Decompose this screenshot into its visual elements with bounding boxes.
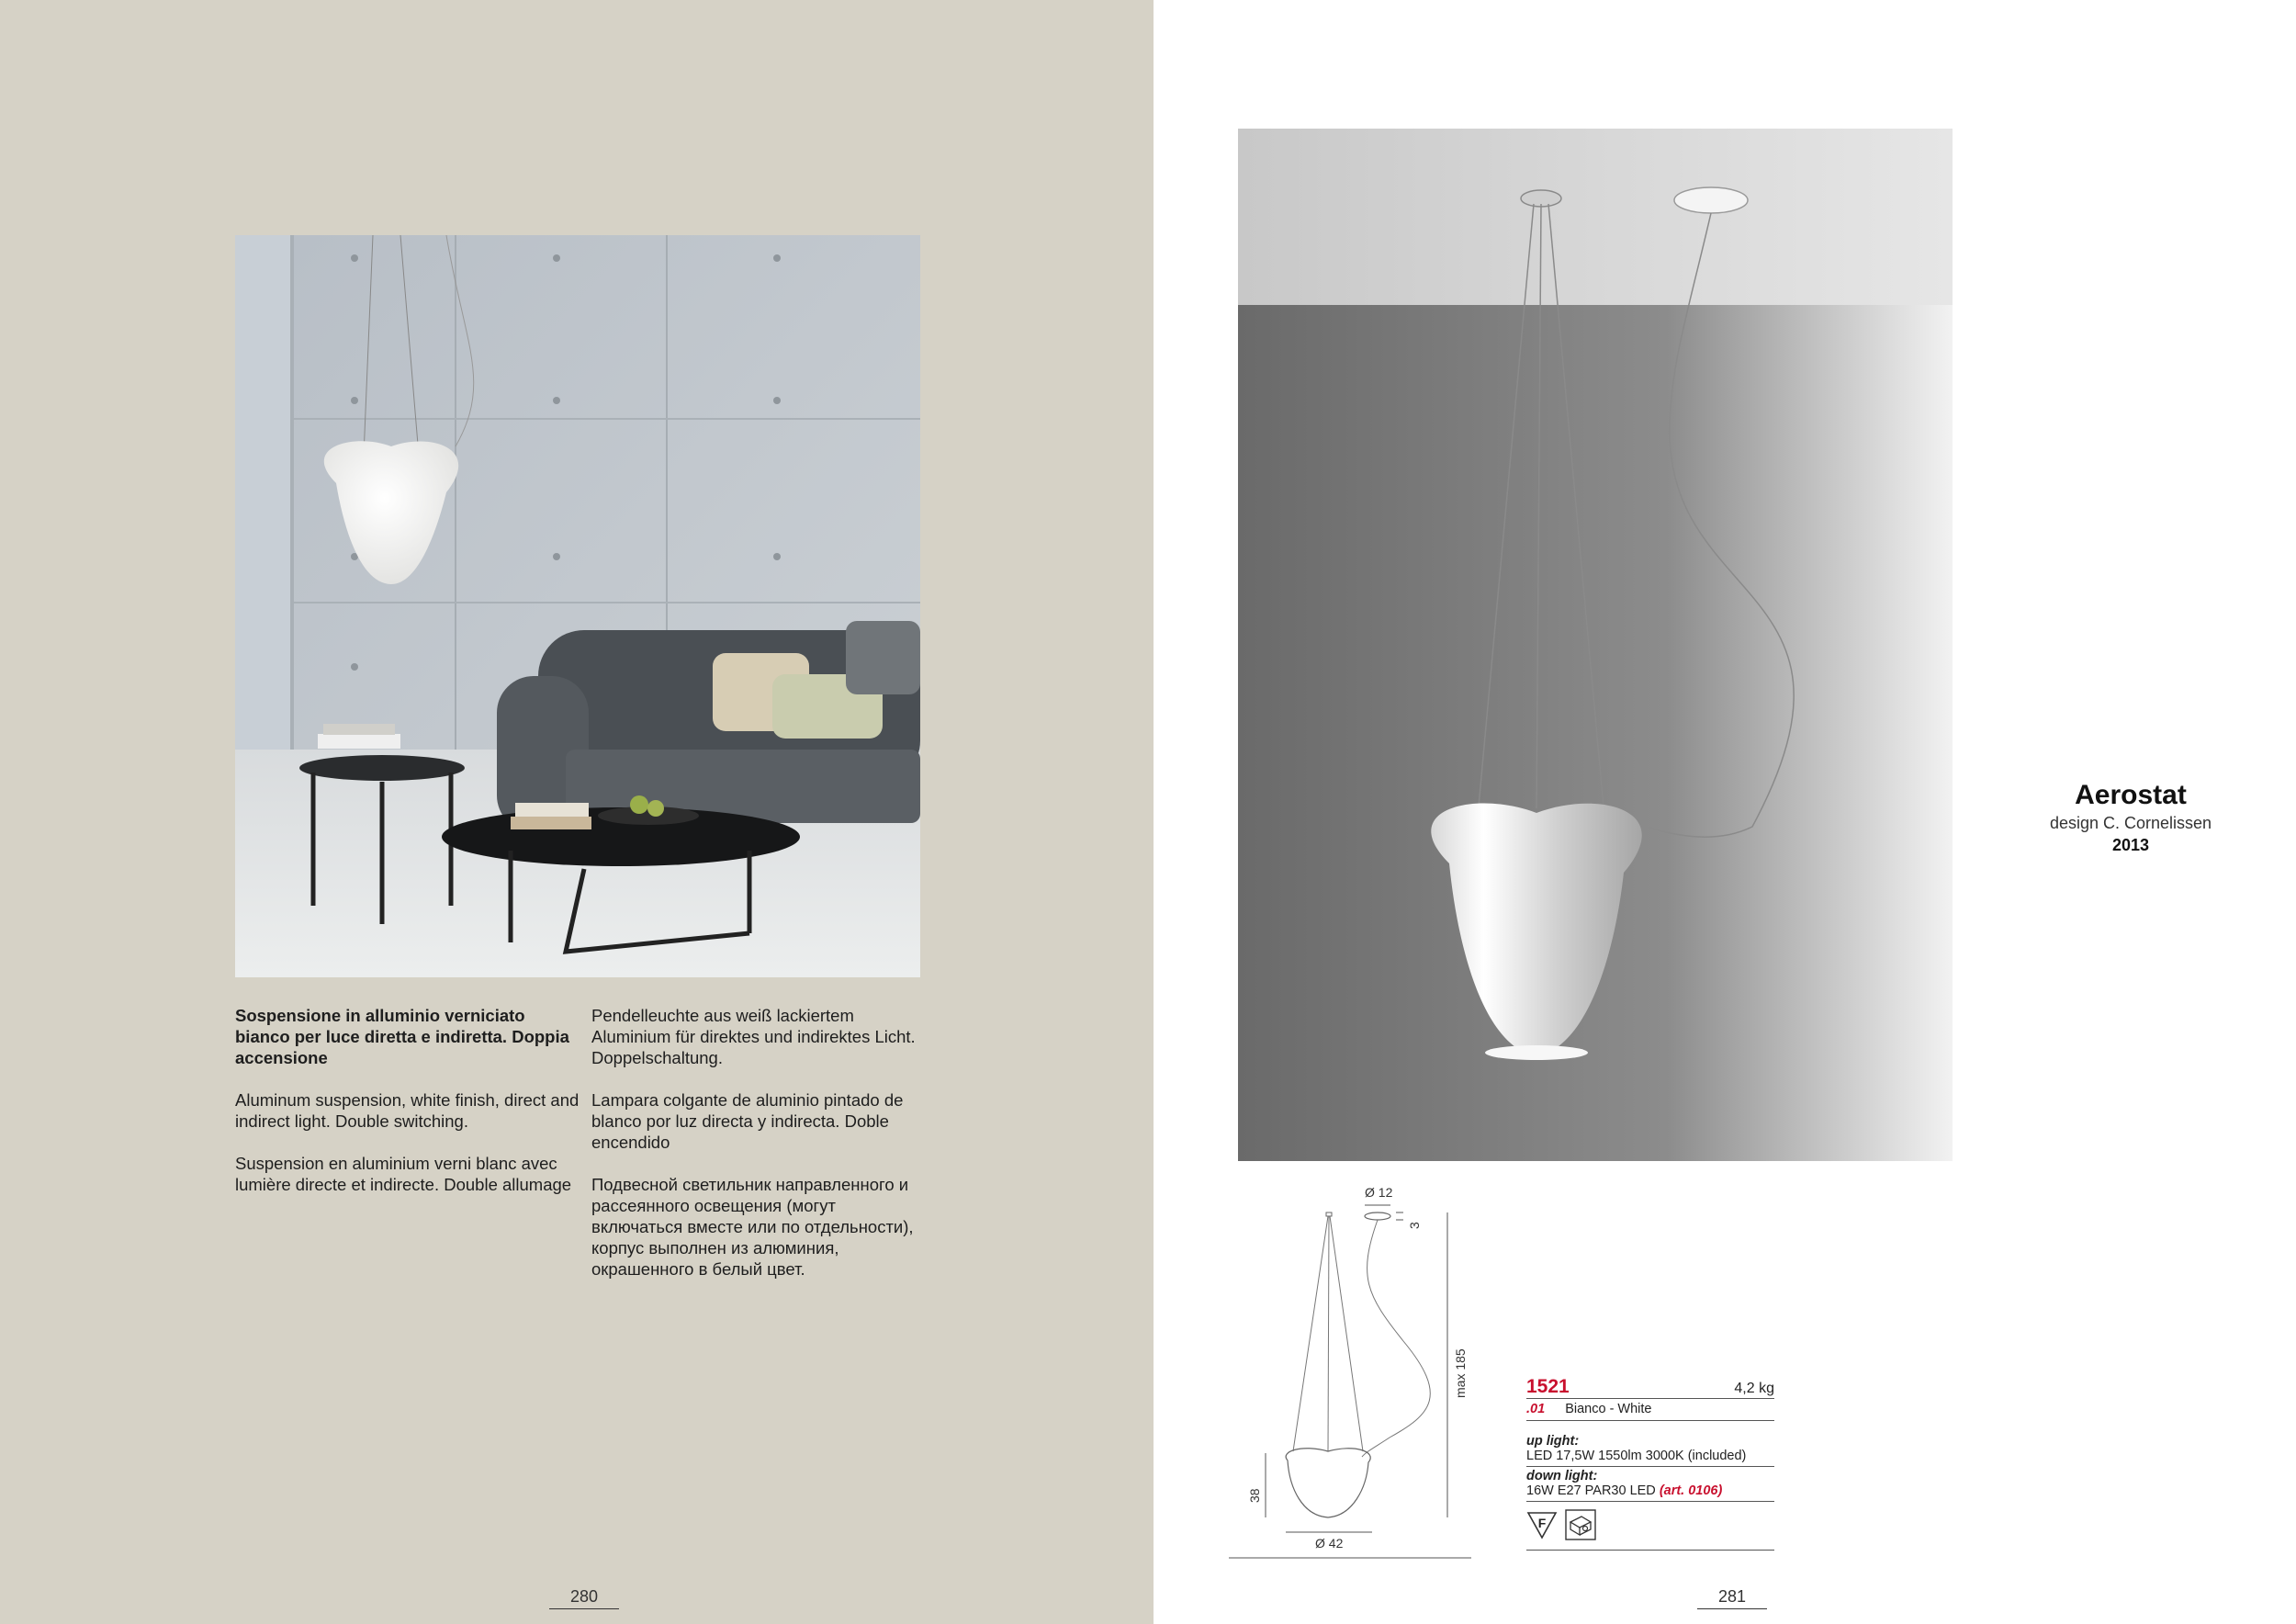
variant-row <box>1526 1399 1774 1421</box>
technical-drawing <box>1229 1185 1486 1571</box>
description-spanish: Lampara colgante de aluminio pintado de blanco por luz directa y indirecta. Doble encendido <box>591 1090 904 1152</box>
description-italian: Sospensione in alluminio verniciato bianco per luce diretta e indiretta. Doppia accensione <box>235 1006 569 1067</box>
dim-shade-diameter: Ø 42 <box>1315 1536 1344 1551</box>
living-room-illustration <box>235 235 920 977</box>
variant-code: .01 <box>1526 1402 1546 1416</box>
variant-name: Bianco - White <box>1565 1402 1652 1416</box>
up-light-value: LED 17,5W 1550lm 3000K (included) <box>1526 1449 1774 1467</box>
dim-max-height: max 185 <box>1453 1348 1468 1398</box>
page-number-right: 281 <box>1697 1587 1767 1609</box>
up-light-label: up light: <box>1526 1434 1580 1449</box>
product-year: 2013 <box>2111 836 2150 854</box>
description-column-left <box>235 1005 584 1216</box>
spec-table <box>1526 1376 1774 1551</box>
living-room-photo <box>235 235 920 977</box>
product-title-block <box>2020 779 2241 856</box>
description-column-right <box>591 1005 931 1301</box>
f-mark-icon <box>1526 1509 1558 1540</box>
down-light-row <box>1526 1483 1774 1502</box>
spec-header-row <box>1526 1376 1774 1399</box>
certification-icons <box>1526 1502 1774 1551</box>
product-photo <box>1238 129 1953 1161</box>
technical-drawing-lines <box>1229 1185 1486 1571</box>
article-code: 1521 <box>1526 1376 1570 1397</box>
article-weight: 4,2 kg <box>1734 1381 1774 1396</box>
description-english: Aluminum suspension, white finish, direct and indirect light. Double switching. <box>235 1090 580 1131</box>
dim-canopy-height: 3 <box>1407 1222 1422 1229</box>
dim-canopy-diameter: Ø 12 <box>1365 1185 1393 1200</box>
description-russian: Подвесной светильник направленного и рассеянного освещения (могут включаться вместе или по отдельности), корпус выполнен из алюминия, окрашенного в белый цвет. <box>591 1175 914 1279</box>
description-french: Suspension en aluminium verni blanc avec lumière directe et indirecte. Double allumage <box>235 1154 572 1194</box>
down-light-article: (art. 0106) <box>1659 1483 1723 1498</box>
dim-shade-height: 38 <box>1247 1488 1262 1503</box>
product-name: Aerostat <box>2075 780 2187 810</box>
ceiling-mount-icon <box>1565 1509 1596 1540</box>
pendant-lamp-illustration <box>1238 129 1953 1161</box>
page-number-left: 280 <box>549 1587 619 1609</box>
product-designer: design C. Cornelissen <box>2049 814 2212 832</box>
f-mark-letter: F <box>1537 1516 1547 1530</box>
down-light-label: down light: <box>1526 1469 1598 1483</box>
description-german: Pendelleuchte aus weiß lackiertem Aluminium für direktes und indirektes Licht. Doppelschaltung. <box>591 1006 916 1067</box>
down-light-value: 16W E27 PAR30 LED <box>1526 1483 1656 1498</box>
